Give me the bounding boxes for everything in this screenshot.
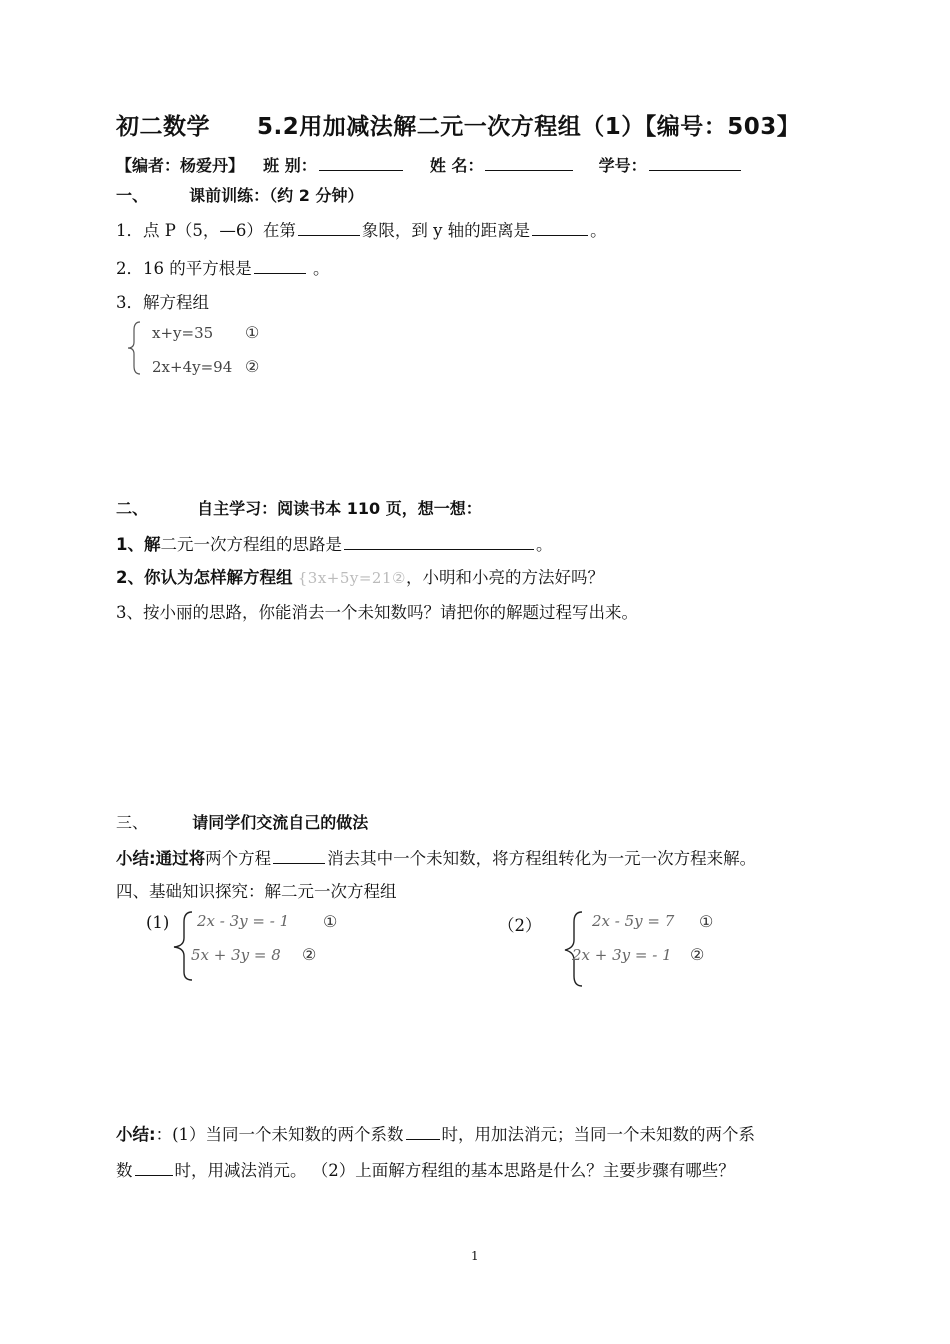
class-blank[interactable]: [319, 156, 403, 171]
summary2-line2-b: 时，用减法消元。 （2）上面解方程组的基本思路是什么？主要步骤有哪些？: [174, 1161, 735, 1180]
s4-p2-eq2: 2x + 3y = - 1: [572, 946, 672, 964]
section4-heading: 四、基础知识探究：解二元一次方程组: [116, 882, 397, 901]
s1-q1-blank-2[interactable]: [532, 221, 588, 236]
s2-q1-blank[interactable]: [344, 535, 534, 550]
s2-q2-text-b: ，小明和小亮的方法好吗？: [405, 568, 604, 587]
s3-summary-b: 两个方程: [205, 849, 272, 868]
s4-p1-eq2-mark: ②: [302, 945, 317, 964]
s3-summary-blank[interactable]: [273, 849, 325, 864]
s4-p2-eq1: 2x - 5y = 7: [592, 912, 675, 930]
s1-q1-blank-1[interactable]: [298, 221, 360, 236]
summary2-line1-c: 时，用加法消元；当同一个未知数的两个系: [441, 1125, 756, 1144]
section2-num: 二、: [116, 499, 149, 518]
s2-question-1: [116, 531, 552, 555]
s1-q1-text-a: 1．点 P（5，—6）在第: [116, 221, 296, 240]
s1-eq2: 2x+4y=94: [152, 358, 233, 376]
s3-summary-a: 小结:通过将: [116, 849, 206, 868]
section1-num: 一、: [116, 186, 149, 205]
info-line: [116, 153, 743, 176]
section1-heading: [116, 183, 363, 206]
s2-q1-text-a: 1、解: [116, 535, 161, 554]
section3-title: 请同学们交流自己的做法: [192, 813, 369, 832]
s2-q2-faded-system: {3x+5y=21②: [297, 569, 406, 587]
s4-problem-2-label: （2）: [498, 916, 542, 935]
s4-p1-eq1-mark: ①: [323, 912, 338, 931]
s1-eq1: x+y=35: [152, 324, 214, 342]
s4-problem-1-label: (1): [146, 913, 170, 932]
section2-title: 自主学习：阅读书本 110 页，想一想：: [197, 499, 482, 518]
s1-eq1-mark: ①: [245, 323, 260, 342]
summary2-blank-2[interactable]: [135, 1161, 173, 1176]
s2-q1-text-b: 二元一次方程组的思路是: [160, 535, 342, 554]
s4-p1-brace: [170, 910, 194, 980]
title-subject: 初二数学: [116, 114, 210, 140]
section1-title: 课前训练：（约 2 分钟）: [189, 186, 364, 205]
id-label: 学号：: [598, 156, 647, 175]
summary2-line-1: [116, 1121, 755, 1145]
summary2-label: 小结:: [116, 1125, 156, 1144]
s1-q2-blank[interactable]: [254, 259, 306, 274]
name-label: 姓 名：: [429, 156, 484, 175]
s1-eq2-mark: ②: [245, 357, 260, 376]
page-title: [116, 108, 800, 141]
s1-question-1: [116, 217, 607, 241]
page-number: 1: [471, 1249, 479, 1263]
s1-brace: [126, 320, 146, 376]
s1-q1-text-c: 。: [590, 221, 607, 240]
section3-summary: [116, 845, 756, 869]
s4-p1-eq2: 5x + 3y = 8: [191, 946, 281, 964]
s1-q1-text-b: 象限，到 y 轴的距离是: [361, 221, 531, 240]
editor-label: 【编者：杨爱丹】: [116, 156, 245, 175]
section3-num: 三、: [116, 813, 149, 832]
title-code: 【编号：503】: [644, 114, 801, 140]
s1-question-3: 3．解方程组: [116, 293, 209, 312]
summary2-line1-b: ：(1）当同一个未知数的两个系数: [155, 1125, 404, 1144]
s2-q2-text-a: 2、你认为怎样解方程组: [116, 568, 293, 587]
title-lesson: 5.2用加减法解二元一次方程组（1）: [257, 114, 645, 140]
summary2-line2-a: 数: [116, 1161, 133, 1180]
s4-p2-eq2-mark: ②: [690, 945, 705, 964]
s1-question-2: [116, 255, 330, 279]
summary2-line-2: [116, 1157, 735, 1181]
s2-question-3: 3、按小丽的思路，你能消去一个未知数吗？请把你的解题过程写出来。: [116, 603, 638, 622]
name-blank[interactable]: [485, 156, 573, 171]
summary2-blank-1[interactable]: [406, 1125, 440, 1140]
s4-p1-eq1: 2x - 3y = - 1: [197, 912, 290, 930]
section2-heading: [116, 496, 482, 519]
s4-p2-eq1-mark: ①: [699, 912, 714, 931]
s1-q2-text-a: 2．16 的平方根是: [116, 259, 252, 278]
s2-q1-text-c: 。: [535, 535, 553, 554]
id-blank[interactable]: [649, 156, 741, 171]
s2-question-2: [116, 564, 604, 588]
section3-heading: [116, 810, 368, 833]
s3-summary-c: 消去其中一个未知数，将方程组转化为一元一次方程来解。: [327, 849, 757, 868]
s1-q2-text-b: 。: [307, 259, 330, 278]
class-label: 班 别：: [263, 156, 317, 175]
